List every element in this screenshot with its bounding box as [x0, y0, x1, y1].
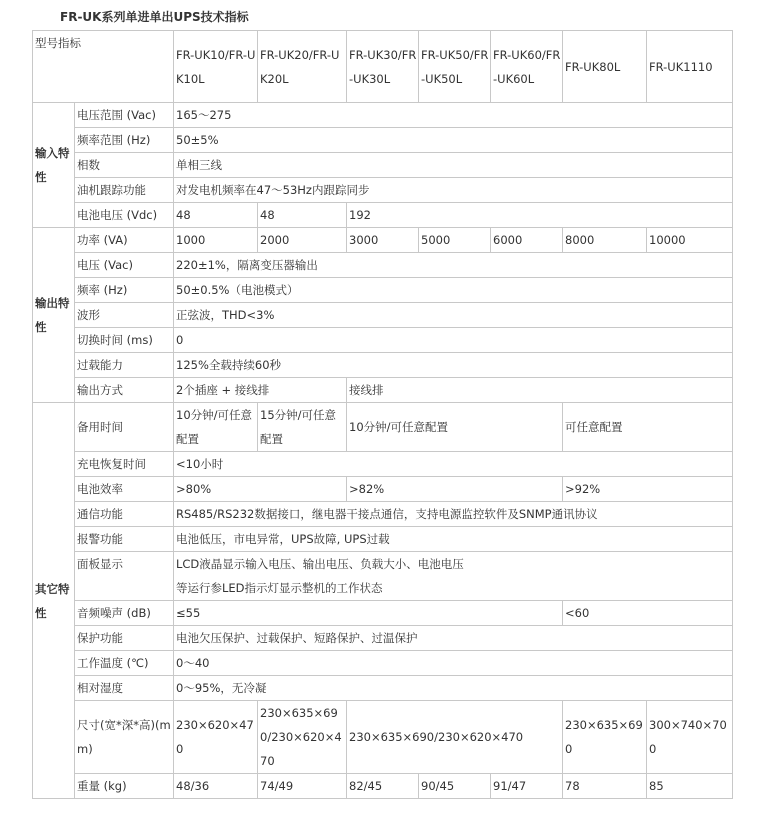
cell-value: 192	[347, 203, 733, 228]
table-row	[33, 353, 733, 378]
table-row	[33, 278, 733, 303]
table-row	[33, 153, 733, 178]
row-label: 保护功能	[75, 626, 174, 651]
table-row	[33, 626, 733, 651]
cell-value: <60	[563, 601, 733, 626]
panel-line: 等运行参LED指示灯显示整机的工作状态	[176, 581, 383, 595]
model-header: FR-UK10/FR-UK10L	[174, 31, 258, 103]
panel-line: LCD液晶显示输入电压、输出电压、负载大小、电池电压	[176, 557, 464, 571]
table-row	[33, 601, 733, 626]
row-label: 电池效率	[75, 477, 174, 502]
row-label: 充电恢复时间	[75, 452, 174, 477]
model-header: FR-UK60/FR-UK60L	[491, 31, 563, 103]
cell-value: 82/45	[347, 774, 419, 799]
row-label: 面板显示	[75, 552, 174, 601]
cell-value: 230×635×690/230×620×470	[347, 701, 563, 774]
cell-value: 91/47	[491, 774, 563, 799]
group-label-output: 输出特性	[33, 228, 75, 403]
cell-value: 165～275	[174, 103, 733, 128]
cell-value: 0～40	[174, 651, 733, 676]
row-label: 工作温度 (℃)	[75, 651, 174, 676]
cell-value: 0	[174, 328, 733, 353]
row-label: 油机跟踪功能	[75, 178, 174, 203]
cell-value: 230×620×470	[174, 701, 258, 774]
cell-value: 单相三线	[174, 153, 733, 178]
cell-value: 48	[258, 203, 347, 228]
cell-value: 1000	[174, 228, 258, 253]
model-header: FR-UK50/FR-UK50L	[419, 31, 491, 103]
cell-value: 50±0.5%（电池模式）	[174, 278, 733, 303]
table-row	[33, 303, 733, 328]
cell-value: 220±1%，隔离变压器输出	[174, 253, 733, 278]
cell-value: 3000	[347, 228, 419, 253]
row-label: 重量 (kg)	[75, 774, 174, 799]
table-row	[33, 253, 733, 278]
cell-value: 74/49	[258, 774, 347, 799]
cell-value: 10分钟/可任意配置	[174, 403, 258, 452]
cell-value: 5000	[419, 228, 491, 253]
cell-value: 可任意配置	[563, 403, 733, 452]
model-header: FR-UK80L	[563, 31, 647, 103]
group-label-other: 其它特性	[33, 403, 75, 799]
cell-value: >80%	[174, 477, 347, 502]
row-label: 尺寸(宽*深*高)(mm)	[75, 701, 174, 774]
page-title: FR-UK系列单进单出UPS技术指标	[60, 10, 249, 24]
row-label: 频率 (Hz)	[75, 278, 174, 303]
table-row	[33, 378, 733, 403]
row-label: 相对湿度	[75, 676, 174, 701]
header-row	[33, 31, 733, 103]
cell-value	[174, 552, 733, 601]
row-label: 电池电压 (Vdc)	[75, 203, 174, 228]
cell-value: 50±5%	[174, 128, 733, 153]
cell-value: 正弦波，THD<3%	[174, 303, 733, 328]
model-header: FR-UK20/FR-UK20L	[258, 31, 347, 103]
cell-value: 90/45	[419, 774, 491, 799]
cell-value: 85	[647, 774, 733, 799]
cell-value: 48/36	[174, 774, 258, 799]
table-row	[33, 676, 733, 701]
cell-value: 2个插座 + 接线排	[174, 378, 347, 403]
table-row	[33, 403, 733, 452]
row-label: 输出方式	[75, 378, 174, 403]
row-label: 功率 (VA)	[75, 228, 174, 253]
row-label: 电压 (Vac)	[75, 253, 174, 278]
row-label: 相数	[75, 153, 174, 178]
row-label: 频率范围 (Hz)	[75, 128, 174, 153]
cell-value: 10分钟/可任意配置	[347, 403, 563, 452]
row-label: 音频噪声 (dB)	[75, 601, 174, 626]
cell-value: 125%全载持续60秒	[174, 353, 733, 378]
table-row	[33, 774, 733, 799]
table-row	[33, 328, 733, 353]
cell-value: 230×635×690/230×620×470	[258, 701, 347, 774]
cell-value: 对发电机频率在47～53Hz内跟踪同步	[174, 178, 733, 203]
cell-value: 接线排	[347, 378, 733, 403]
cell-value: 0～95%，无冷凝	[174, 676, 733, 701]
cell-value: 2000	[258, 228, 347, 253]
row-label: 电压范围 (Vac)	[75, 103, 174, 128]
table-row	[33, 103, 733, 128]
cell-value: 230×635×690	[563, 701, 647, 774]
cell-value: 15分钟/可任意配置	[258, 403, 347, 452]
cell-value: 电池低压，市电异常，UPS故障, UPS过载	[174, 527, 733, 552]
cell-value: 10000	[647, 228, 733, 253]
cell-value: 8000	[563, 228, 647, 253]
table-row	[33, 203, 733, 228]
cell-value: 300×740×700	[647, 701, 733, 774]
row-label: 波形	[75, 303, 174, 328]
table-row	[33, 527, 733, 552]
cell-value: 48	[174, 203, 258, 228]
table-row	[33, 502, 733, 527]
cell-value: 电池欠压保护、过载保护、短路保护、过温保护	[174, 626, 733, 651]
table-row	[33, 552, 733, 601]
row-label: 通信功能	[75, 502, 174, 527]
cell-value: <10小时	[174, 452, 733, 477]
header-label: 型号指标	[33, 31, 174, 103]
row-label: 报警功能	[75, 527, 174, 552]
table-row	[33, 228, 733, 253]
cell-value: RS485/RS232数据接口，继电器干接点通信，支持电源监控软件及SNMP通讯协议	[174, 502, 733, 527]
table-row	[33, 452, 733, 477]
table-row	[33, 477, 733, 502]
table-row	[33, 651, 733, 676]
row-label: 备用时间	[75, 403, 174, 452]
row-label: 切换时间 (ms)	[75, 328, 174, 353]
table-row	[33, 701, 733, 774]
model-header: FR-UK1110	[647, 31, 733, 103]
group-label-input: 输入特性	[33, 103, 75, 228]
table-row	[33, 128, 733, 153]
cell-value: 6000	[491, 228, 563, 253]
row-label: 过载能力	[75, 353, 174, 378]
cell-value: >92%	[563, 477, 733, 502]
cell-value: ≤55	[174, 601, 563, 626]
table-row	[33, 178, 733, 203]
cell-value: >82%	[347, 477, 563, 502]
cell-value: 78	[563, 774, 647, 799]
spec-table	[32, 30, 733, 799]
model-header: FR-UK30/FR-UK30L	[347, 31, 419, 103]
